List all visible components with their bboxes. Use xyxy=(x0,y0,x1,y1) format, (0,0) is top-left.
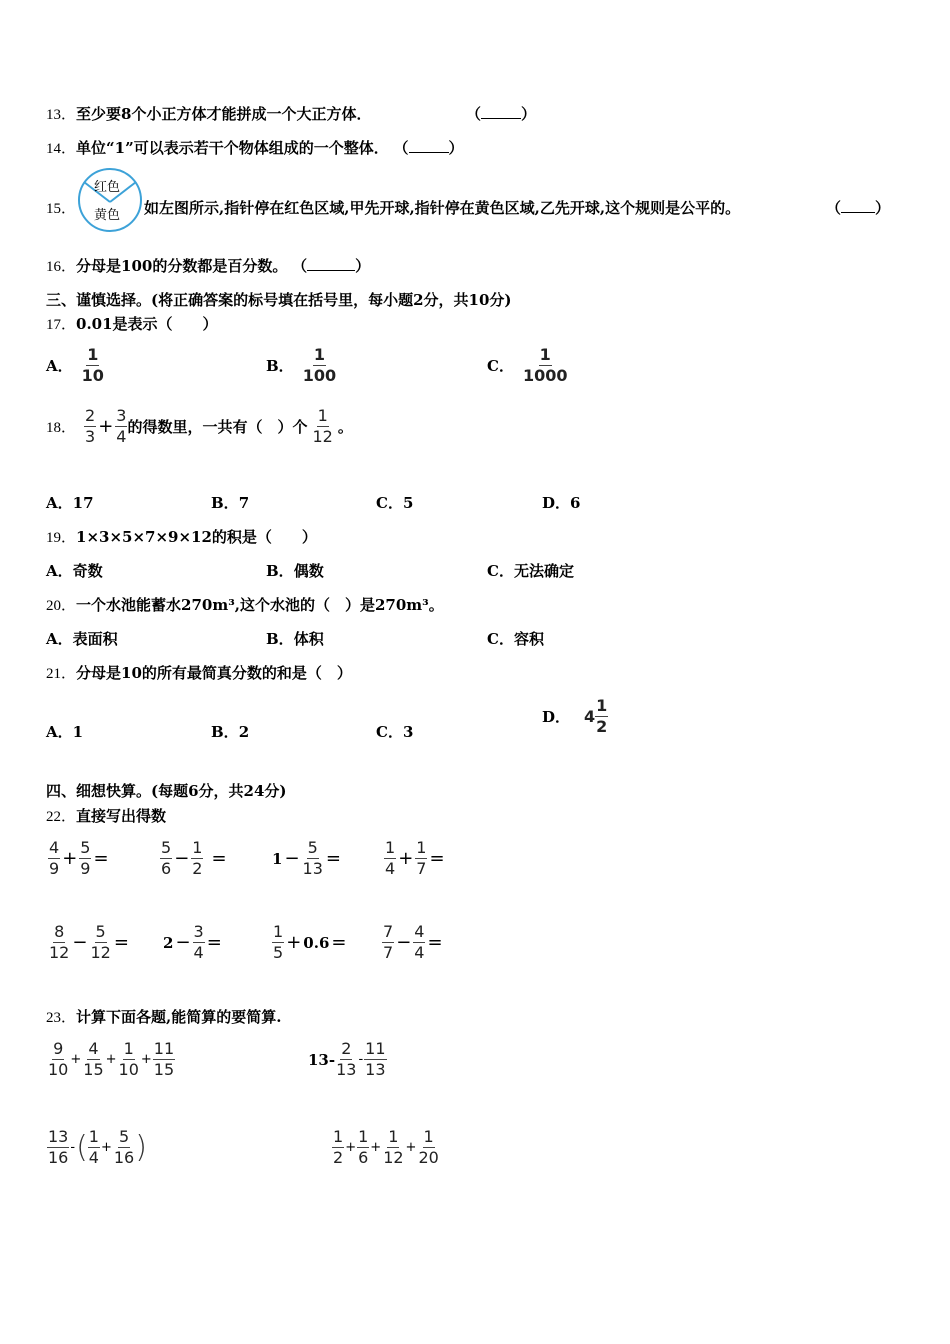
expression-22-2: $\frac{5}{6}$ − $\frac{1}{2}$ = xyxy=(161,838,227,878)
expression-23-4: $\frac{1}{2}$ + $\frac{1}{6}$ + $\frac{1}{12}$ + $\frac{1}{20}$ xyxy=(333,1127,439,1167)
expression-22-8: $\frac{7}{7}$ − $\frac{4}{4}$ = xyxy=(383,922,443,962)
option-c[interactable]: C． $\frac{1}{1000}$ xyxy=(487,345,568,385)
question-number: 13． xyxy=(46,107,77,123)
answer-blank[interactable]: （ ） xyxy=(466,105,537,123)
option-b[interactable]: B． $\frac{1}{100}$ xyxy=(266,345,337,385)
option-c[interactable]: C．5 xyxy=(376,494,414,512)
spinner-red-label: 红色 xyxy=(94,180,121,195)
question-text: 分母是100的分数都是百分数。 xyxy=(76,257,288,275)
expression-22-6: 2 − $\frac{3}{4}$ = xyxy=(163,922,222,962)
expression-22-4: $\frac{1}{4}$ + $\frac{1}{7}$ = xyxy=(385,838,445,878)
option-a[interactable]: A． $\frac{1}{10}$ xyxy=(46,345,104,385)
expression-22-1: $\frac{4}{9}$ + $\frac{5}{9}$ = xyxy=(49,838,109,878)
option-d[interactable]: D． 4 $\frac{1}{2}$ xyxy=(542,696,608,736)
option-b[interactable]: B．2 xyxy=(211,723,250,741)
question-23: 23．计算下面各题,能简算的要简算. xyxy=(46,1008,282,1026)
option-a[interactable]: A．奇数 xyxy=(46,562,103,580)
question-text: 1×3×5×7×9×12的积是（ ） xyxy=(76,528,317,546)
question-text: 0.01是表示（ ） xyxy=(76,315,218,333)
option-d[interactable]: D．6 xyxy=(542,494,581,512)
option-b[interactable]: B．体积 xyxy=(266,630,324,648)
expression-22-5: $\frac{8}{12}$ − $\frac{5}{12}$ = xyxy=(49,922,129,962)
question-text: 一个水池能蓄水270m³,这个水池的（ ）是270m³。 xyxy=(76,596,444,614)
question-number: 14． xyxy=(46,141,77,157)
expression-23-3: $\frac{13}{16}$ - ( $\frac{1}{4}$ + $\frac{5}{16}$ ) xyxy=(48,1127,147,1167)
question-text: 计算下面各题,能简算的要简算. xyxy=(76,1008,282,1026)
question-17: 17．0.01是表示（ ） xyxy=(46,315,218,333)
answer-blank[interactable]: （ ） xyxy=(826,199,891,217)
section-3-title: 三、谨慎选择。(将正确答案的标号填在括号里，每小题2分，共10分) xyxy=(46,291,512,309)
answer-blank[interactable]: （ ） xyxy=(393,139,464,157)
expression-22-7: $\frac{1}{5}$ + 0.6 = xyxy=(273,922,347,962)
question-19: 19．1×3×5×7×9×12的积是（ ） xyxy=(46,528,317,546)
question-14 xyxy=(46,137,464,158)
question-13 xyxy=(46,103,371,124)
question-20: 20．一个水池能蓄水270m³,这个水池的（ ）是270m³。 xyxy=(46,596,444,614)
spinner-diagram xyxy=(78,168,142,232)
question-text: 分母是10的所有最简真分数的和是（ ） xyxy=(76,664,352,682)
expression-22-3: 1 − $\frac{5}{13}$ = xyxy=(272,838,341,878)
option-c[interactable]: C．无法确定 xyxy=(487,562,574,580)
question-15-number: 15． xyxy=(46,201,77,217)
option-a[interactable]: A．17 xyxy=(46,494,94,512)
question-16: 16．分母是100的分数都是百分数。 （ ） xyxy=(46,257,371,275)
option-b[interactable]: B．7 xyxy=(211,494,250,512)
option-c[interactable]: C．3 xyxy=(376,723,414,741)
answer-blank[interactable]: （ ） xyxy=(292,257,371,275)
option-c[interactable]: C．容积 xyxy=(487,630,544,648)
expression-23-2: 13 - $\frac{2}{13}$ - $\frac{11}{13}$ xyxy=(308,1039,386,1079)
question-22: 22．直接写出得数 xyxy=(46,807,167,825)
option-a[interactable]: A．1 xyxy=(46,723,84,741)
spinner-yellow-label: 黄色 xyxy=(94,208,121,223)
option-b[interactable]: B．偶数 xyxy=(266,562,324,580)
question-18: 18． $\frac{2}{3}$ + $\frac{3}{4}$ 的得数里，一共有（ ）个 $\frac{1}{12}$ 。 xyxy=(46,406,353,446)
question-text: 如左图所示,指针停在红色区域,甲先开球,指针停在黄色区域,乙先开球,这个规则是公平的。 xyxy=(144,199,741,217)
question-text: 直接写出得数 xyxy=(76,807,167,825)
expression-23-1: $\frac{9}{10}$ + $\frac{4}{15}$ + $\frac{1}{10}$ + $\frac{11}{15}$ xyxy=(48,1039,175,1079)
section-4-title: 四、细想快算。(每题6分，共24分) xyxy=(46,782,287,800)
question-21: 21．分母是10的所有最简真分数的和是（ ） xyxy=(46,664,352,682)
question-text: 单位“1”可以表示若干个物体组成的一个整体． xyxy=(76,139,389,157)
question-text: 至少要8个小正方体才能拼成一个大正方体． xyxy=(76,105,372,123)
option-a[interactable]: A．表面积 xyxy=(46,630,118,648)
